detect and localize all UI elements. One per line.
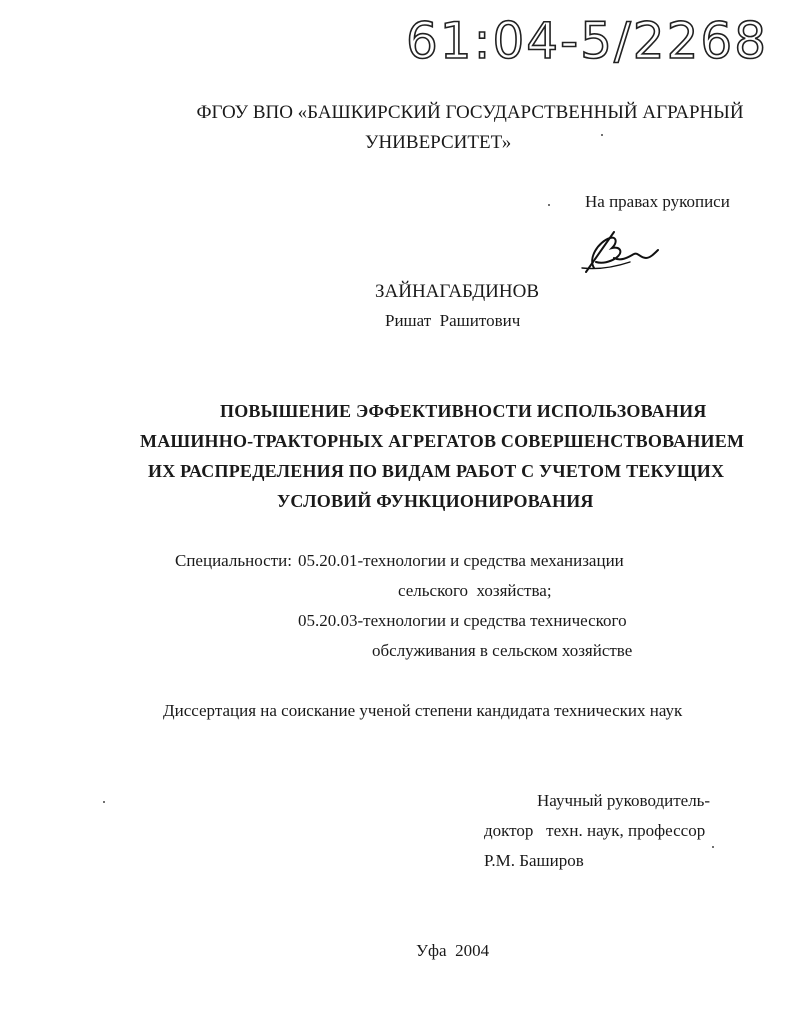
author-signature bbox=[580, 228, 660, 278]
specialty-2-line-1: 05.20.03-технологии и средства технического bbox=[298, 611, 627, 630]
author-given-names: Ришат Рашитович bbox=[385, 311, 521, 330]
institution-line-1: ФГОУ ВПО «БАШКИРСКИЙ ГОСУДАРСТВЕННЫЙ АГРАРНЫЙ bbox=[196, 102, 744, 123]
author-surname: ЗАЙНАГАБДИНОВ bbox=[375, 281, 540, 302]
scan-speck bbox=[103, 801, 105, 803]
institution-name bbox=[170, 98, 770, 158]
title-line-1: ПОВЫШЕНИЕ ЭФФЕКТИВНОСТИ ИСПОЛЬЗОВАНИЯ bbox=[220, 401, 707, 421]
supervisor-name: Р.М. Баширов bbox=[484, 851, 584, 870]
institution-line-2: УНИВЕРСИТЕТ» bbox=[365, 132, 512, 153]
manuscript-rights-note: На правах рукописи bbox=[585, 192, 730, 211]
specialty-1-line-1: 05.20.01-технологии и средства механизации bbox=[298, 551, 624, 570]
archive-code-handwritten bbox=[400, 8, 770, 68]
archive-code-text: 61:04-5/2268 bbox=[406, 12, 769, 68]
specialties-label: Специальности: bbox=[175, 551, 292, 570]
title-line-4: УСЛОВИЙ ФУНКЦИОНИРОВАНИЯ bbox=[277, 491, 594, 511]
supervisor-role: Научный руководитель- bbox=[537, 791, 711, 810]
supervisor-degree: доктор техн. наук, профессор bbox=[484, 821, 706, 840]
scan-speck bbox=[712, 846, 714, 848]
title-line-2: МАШИННО-ТРАКТОРНЫХ АГРЕГАТОВ СОВЕРШЕНСТВОВАНИЕМ bbox=[140, 431, 745, 451]
title-line-3: ИХ РАСПРЕДЕЛЕНИЯ ПО ВИДАМ РАБОТ С УЧЕТОМ ТЕКУЩИХ bbox=[148, 461, 725, 481]
dissertation-degree-note: Диссертация на соискание ученой степени кандидата технических наук bbox=[163, 701, 683, 720]
specialty-1-line-2: сельского хозяйства; bbox=[398, 581, 552, 600]
scan-speck bbox=[548, 204, 550, 206]
city-year: Уфа 2004 bbox=[416, 941, 490, 960]
specialty-2-line-2: обслуживания в сельском хозяйстве bbox=[372, 641, 633, 660]
scan-speck bbox=[601, 134, 603, 136]
